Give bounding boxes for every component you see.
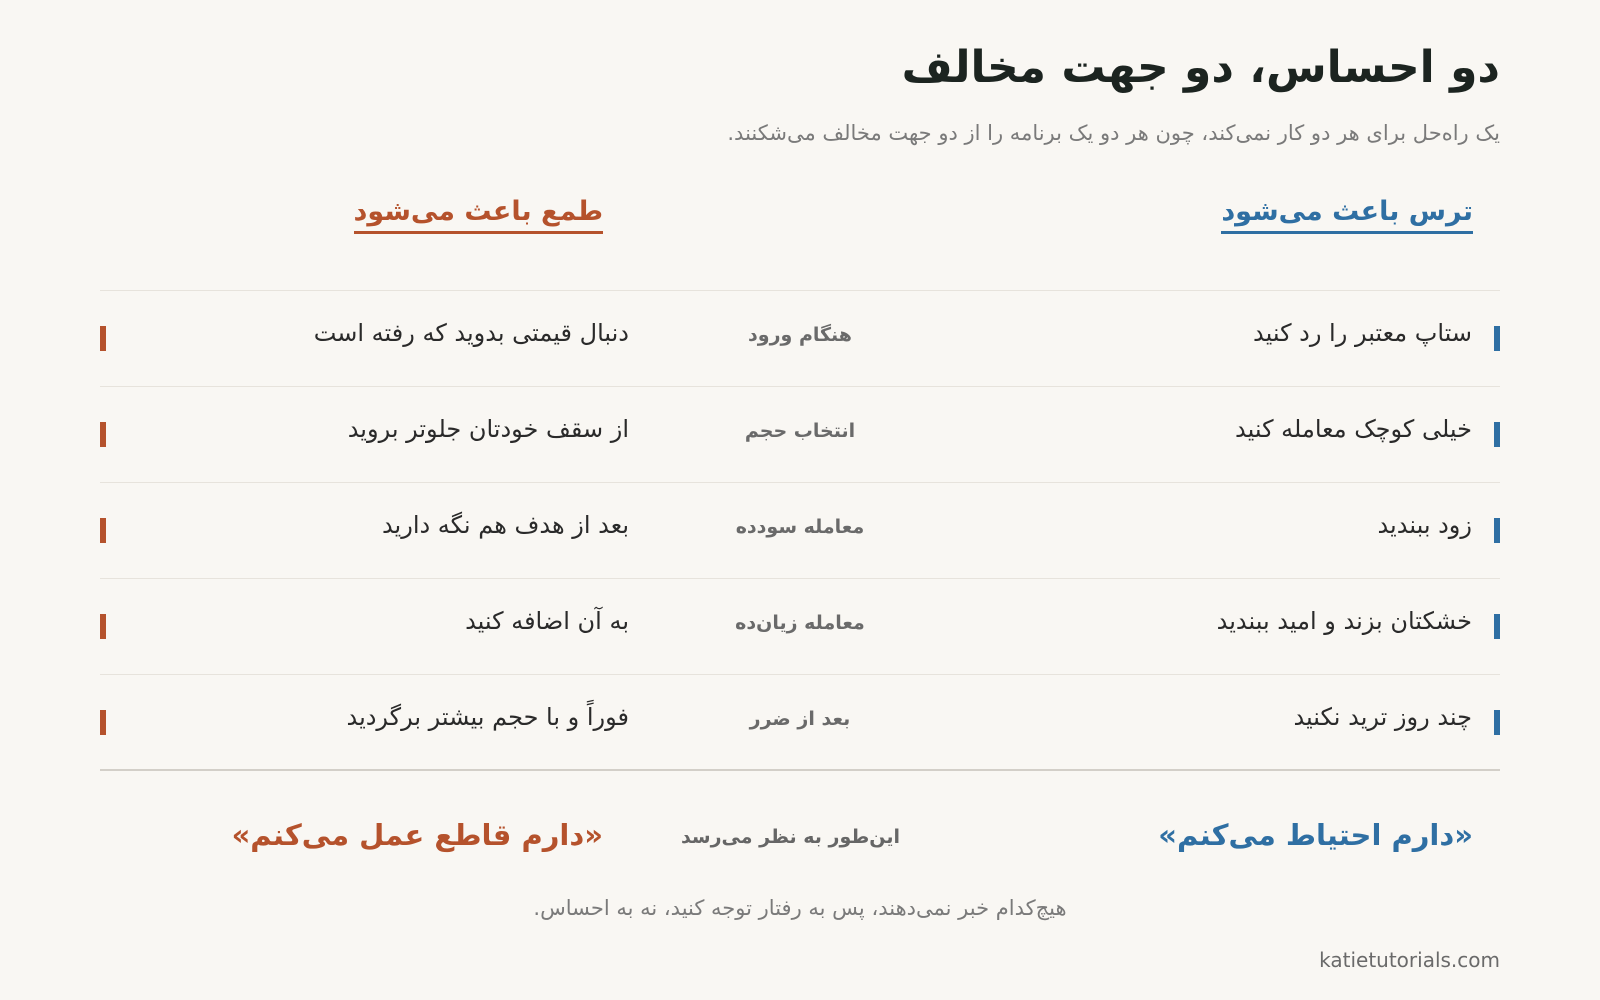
comparison-row bbox=[100, 291, 1500, 387]
footer-note: هیچ‌کدام خبر نمی‌دهند، پس به رفتار توجه کنید، نه به احساس. bbox=[533, 896, 1067, 920]
greed-behavior: فوراً و با حجم بیشتر برگردید bbox=[346, 703, 629, 731]
fear-self-talk-quote: «دارم احتیاط می‌کنم» bbox=[1158, 818, 1473, 852]
fear-behavior: زود ببندید bbox=[1377, 511, 1472, 539]
fear-behavior: خشکتان بزند و امید ببندید bbox=[1216, 607, 1472, 635]
greed-behavior: بعد از هدف هم نگه دارید bbox=[381, 511, 629, 539]
comparison-row bbox=[100, 387, 1500, 483]
fear-behavior: ستاپ معتبر را رد کنید bbox=[1253, 319, 1472, 347]
fear-marker bbox=[1494, 326, 1500, 351]
greed-behavior: از سقف خودتان جلوتر بروید bbox=[347, 415, 629, 443]
greed-marker bbox=[100, 614, 106, 639]
comparison-row bbox=[100, 579, 1500, 675]
fear-behavior: چند روز ترید نکنید bbox=[1293, 703, 1472, 731]
fear-column-heading: ترس باعث می‌شود bbox=[1221, 196, 1473, 234]
comparison-row bbox=[100, 483, 1500, 579]
comparison-row bbox=[100, 675, 1500, 771]
situation-label: بعد از ضرر bbox=[749, 708, 851, 730]
situation-label: معامله سودده bbox=[735, 516, 865, 538]
greed-marker bbox=[100, 326, 106, 351]
page-subtitle: یک راه‌حل برای هر دو کار نمی‌کند، چون هر دو یک برنامه را از دو جهت مخالف می‌شکنند. bbox=[727, 121, 1500, 145]
page-title: دو احساس، دو جهت مخالف bbox=[901, 42, 1500, 93]
fear-marker bbox=[1494, 422, 1500, 447]
site-credit: katietutorials.com bbox=[1319, 948, 1500, 972]
situation-label: انتخاب حجم bbox=[744, 420, 856, 442]
greed-marker bbox=[100, 710, 106, 735]
greed-column-heading: طمع باعث می‌شود bbox=[354, 196, 603, 234]
seems-label: این‌طور به نظر می‌رسد bbox=[680, 826, 900, 848]
greed-marker bbox=[100, 422, 106, 447]
fear-behavior: خیلی کوچک معامله کنید bbox=[1235, 415, 1472, 443]
fear-marker bbox=[1494, 614, 1500, 639]
greed-behavior: دنبال قیمتی بدوید که رفته است bbox=[313, 319, 629, 347]
greed-self-talk-quote: «دارم قاطع عمل می‌کنم» bbox=[231, 818, 603, 852]
comparison-rows bbox=[100, 290, 1500, 771]
greed-behavior: به آن اضافه کنید bbox=[465, 607, 629, 635]
greed-marker bbox=[100, 518, 106, 543]
fear-marker bbox=[1494, 710, 1500, 735]
situation-label: هنگام ورود bbox=[748, 324, 852, 346]
situation-label: معامله زیان‌ده bbox=[735, 612, 865, 634]
fear-marker bbox=[1494, 518, 1500, 543]
